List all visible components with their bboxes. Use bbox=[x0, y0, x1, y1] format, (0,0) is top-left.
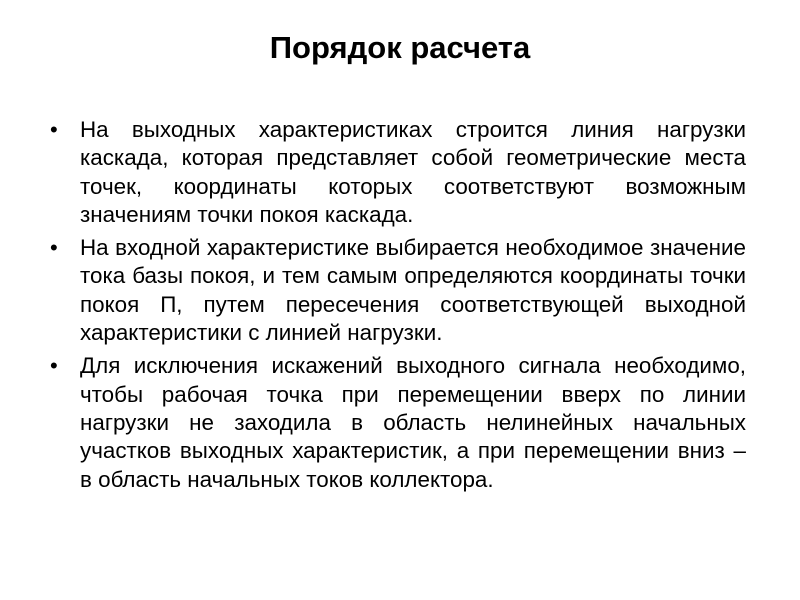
bullet-text-2: На входной характеристике выбирается необходимое значение тока базы покоя, и тем самым определяются координаты точки покоя П, путем пересечения соответствующей выходной характеристики с линией нагрузки. bbox=[80, 235, 746, 346]
bullet-text-3: Для исключения искажений выходного сигнала необходимо, чтобы рабочая точка при перемещении вверх по линии нагрузки не заходила в область нелинейных начальных участков выходных характеристик, а при перемещении вниз – в область начальных токов коллектора. bbox=[80, 353, 746, 492]
bullet-marker: • bbox=[50, 353, 58, 379]
bullet-text-1: На выходных характеристиках строится линия нагрузки каскада, которая представляет собой геометрические места точек, координаты которых соответствуют возможным значениям точки покоя каскада. bbox=[80, 117, 746, 227]
bullet-item-2 bbox=[49, 234, 746, 347]
bullet-marker: • bbox=[50, 235, 58, 261]
bullet-marker: • bbox=[50, 117, 58, 142]
bullet-list bbox=[49, 116, 746, 499]
slide-title: Порядок расчета bbox=[269, 30, 531, 65]
bullet-item-1 bbox=[49, 116, 746, 229]
bullet-item-3 bbox=[49, 352, 746, 493]
